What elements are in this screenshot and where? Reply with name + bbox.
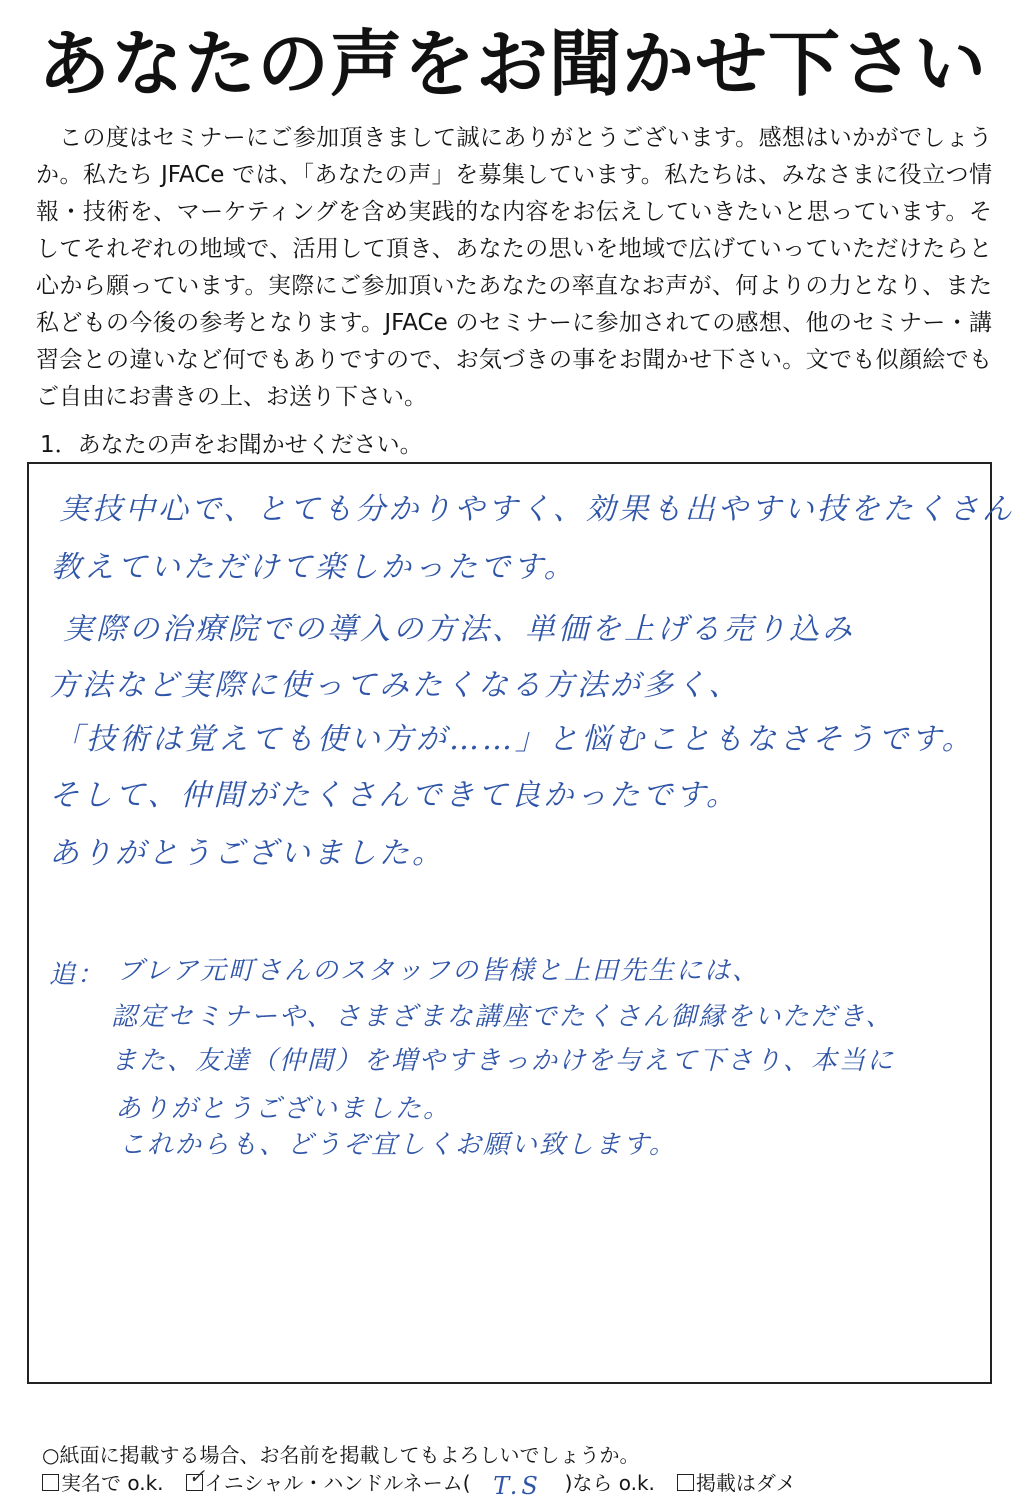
initial-label-suffix: )なら o.k. [564, 1471, 655, 1495]
answer-line: ありがとうございました。 [49, 836, 445, 871]
postscript-line: これからも、どうぞ宜しくお願い致します。 [119, 1130, 677, 1160]
real-name-checkbox[interactable] [42, 1474, 59, 1491]
publish-question: ○紙面に掲載する場合、お名前を掲載してもよろしいでしょうか。 [42, 1443, 640, 1467]
postscript-label: 追： [49, 960, 106, 990]
page-title: あなたの声をお聞かせ下さい [38, 22, 988, 106]
initials-field[interactable]: T.S [493, 1472, 542, 1500]
answer-box [27, 462, 1015, 1384]
no-publish-checkbox[interactable] [677, 1474, 694, 1491]
answer-line: 方法など実際に使ってみたくなる方法が多く、 [49, 668, 742, 703]
publish-options [42, 1464, 796, 1500]
real-name-label: 実名で o.k. [61, 1471, 164, 1495]
answer-line: 「技術は覚えても使い方が……」と悩むこともなさそうです。 [53, 722, 975, 757]
initial-checkbox[interactable] [186, 1464, 206, 1491]
check-mark-icon: ✓ [188, 1464, 206, 1488]
initial-label-prefix: イニシャル・ハンドルネーム( [204, 1471, 471, 1495]
postscript-line: 認定セミナーや、さまざまな講座でたくさん御縁をいただき、 [111, 1002, 894, 1032]
answer-line: 教えていただけて楽しかったです。 [51, 550, 577, 585]
postscript-line: ありがとうございました。 [115, 1094, 452, 1124]
intro-text: この度はセミナーにご参加頂きまして誠にありがとうございます。感想はいかがでしょうか。私たち JFACe では、「あなたの声」を募集しています。私たちは、みなさまに役立つ情報・技術を、マーケティングを含め実践的な内容をお伝えしていきたいと思っています。そしてそれぞれの地域で、活用して頂き、あなたの思いを地域で広げていっていただけたらと心から願っています。実際にご参加頂いたあなたの率直なお声が、何よりの力となり、また私どもの今後の参考となります。JFACe のセミナーに参加されての感想、他のセミナー・講習会との違いなど何でもありですので、お気づきの事をお聞かせ下さい。文でも似顔絵でもご自由にお書きの上、お送り下さい。 [36, 125, 992, 410]
question-1: 1．あなたの声をお聞かせください。 [40, 432, 423, 458]
answer-line: そして、仲間がたくさんできて良かったです。 [49, 778, 739, 813]
answer-line: 実際の治療院での導入の方法、単価を上げる売り込み [63, 612, 855, 647]
answer-line: 実技中心で、とても分かりやすく、効果も出やすい技をたくさん [59, 492, 1015, 527]
postscript-line: また、友達（仲間）を増やすきっかけを与えて下さり、本当に [111, 1046, 896, 1076]
postscript-line: ブレア元町さんのスタッフの皆様と上田先生には、 [117, 956, 760, 986]
no-publish-label: 掲載はダメ [695, 1471, 796, 1495]
